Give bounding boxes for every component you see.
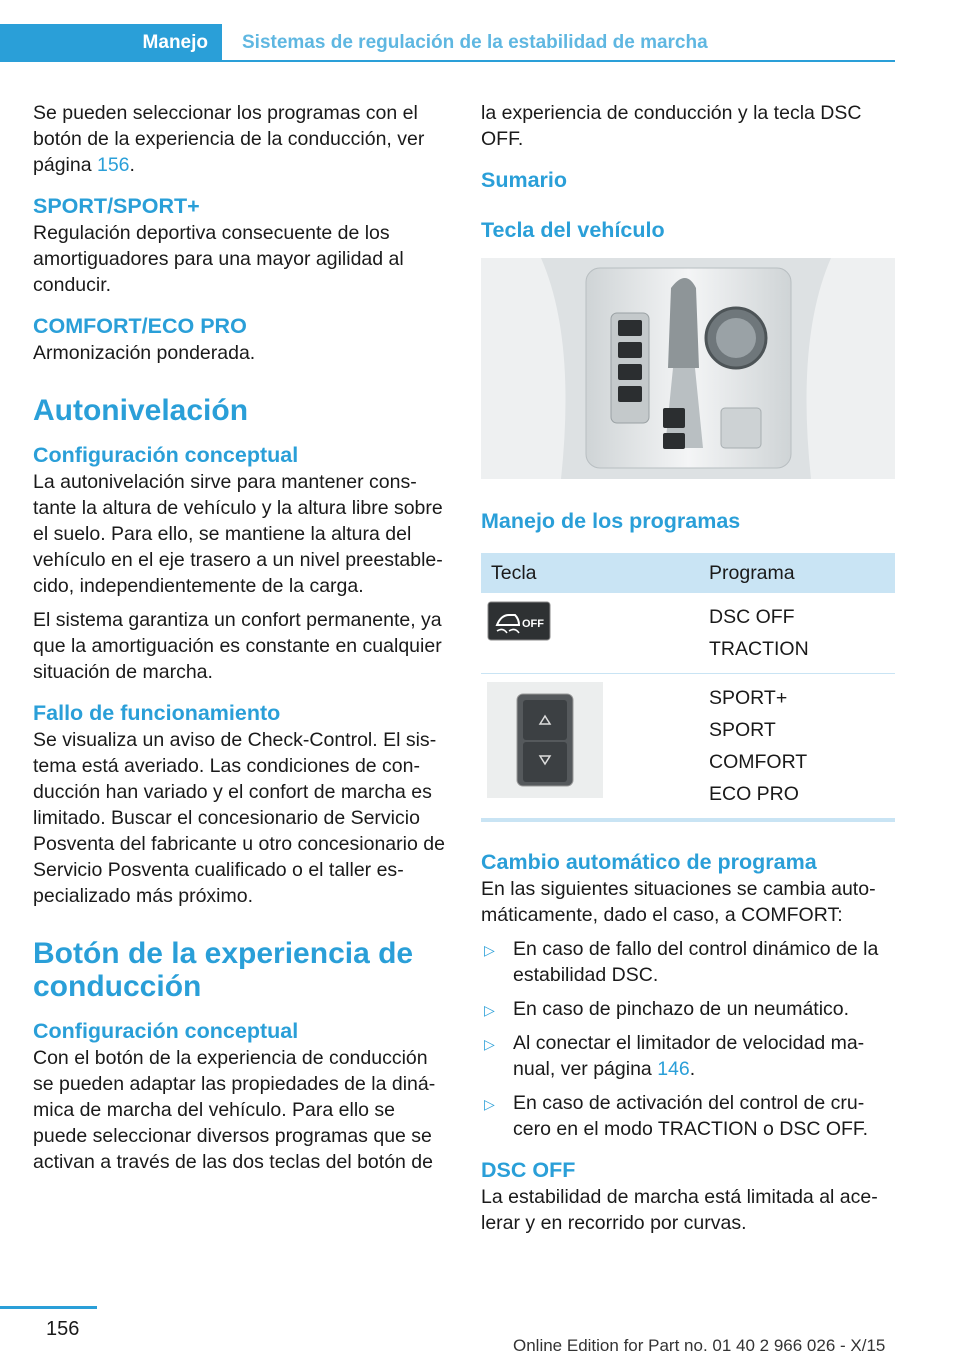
program-sport: SPORT (709, 719, 776, 741)
intro-paragraph: Se pueden seleccionar los programas con el botón de la experiencia de la conducción, ver página 156. (33, 102, 425, 176)
heading-cambio: Cambio automático de programa (481, 850, 817, 874)
heading-sumario: Sumario (481, 168, 568, 192)
heading-manejo: Manejo de los programas (481, 509, 741, 533)
paragraph-config-1b: El sistema garantiza un confort permanente, ya que la amortiguación es constante en cualquier situación de marcha. (33, 609, 442, 683)
program-traction: TRACTION (709, 638, 809, 660)
heading-config-2: Configuración conceptual (33, 1019, 299, 1043)
right-column (481, 100, 895, 1244)
table-header-programa: Programa (691, 553, 895, 593)
paragraph-config-1: La autonivelación sirve para mantener constante la altura de vehículo y la altura libre sobre el suelo. Para ello, se mantiene la altura del vehículo en el eje trasero a un nivel preestablecido, independientemente de la carga. (33, 471, 443, 597)
program-eco-pro: ECO PRO (709, 783, 799, 805)
section-title[interactable]: Sistemas de regulación de la estabilidad de marcha (242, 32, 708, 53)
program-sport-plus: SPORT+ (709, 687, 788, 709)
programs-cell-2 (691, 674, 895, 821)
list-item: ▷ En caso de pinchazo de un neumático. (481, 996, 895, 1022)
left-column (33, 100, 451, 1183)
page-link[interactable]: 156 (96, 154, 130, 176)
footer-rule (0, 1306, 97, 1309)
edition-note: Online Edition for Part no. 01 40 2 966 026 - X/15 (513, 1336, 886, 1355)
heading-autonivelacion: Autonivelación (33, 394, 249, 427)
drive-experience-rocker-icon (487, 682, 603, 798)
heading-boton: Botón de la experiencia de conducción (33, 937, 414, 1003)
console-illustration (481, 258, 895, 479)
paragraph-fallo: Se visualiza un aviso de Check-Control. El sistema está averiado. Las condiciones de conducción han variado y el confort de marcha es limitado. Buscar el concesionario de Servicio Posventa del fabricante u otro concesionario de Servicio Posventa cualificado o el taller especializado más próximo. (33, 729, 445, 907)
heading-dsc-off: DSC OFF (481, 1158, 576, 1182)
triangle-bullet-icon: ▷ (484, 1096, 495, 1112)
dsc-key-label: OFF (522, 618, 544, 630)
rocker-key-cell (481, 674, 691, 821)
list-item: ▷ En caso de fallo del control dinámico de la estabilidad DSC. (484, 938, 879, 986)
page-link[interactable]: 146 (657, 1058, 690, 1080)
programs-cell-1 (691, 593, 895, 674)
paragraph-sport: Regulación deportiva consecuente de los amortiguadores para una mayor agilidad al conducir. (33, 222, 404, 296)
triangle-bullet-icon: ▷ (484, 1002, 495, 1018)
paragraph-comfort: Armonización ponderada. (33, 342, 256, 364)
bullet-list (481, 936, 895, 1142)
paragraph-continued: la experiencia de conducción y la tecla DSC OFF. (481, 102, 862, 150)
chapter-tab[interactable]: Manejo (0, 24, 222, 62)
table-header-tecla: Tecla (481, 553, 691, 593)
heading-sport: SPORT/SPORT+ (33, 194, 200, 218)
dsc-key-cell (481, 593, 691, 674)
program-comfort: COMFORT (709, 751, 808, 773)
table-row (481, 593, 895, 674)
heading-fallo: Fallo de funcionamiento (33, 701, 281, 725)
paragraph-cambio: En las siguientes situaciones se cambia automáticamente, dado el caso, a COMFORT: (481, 878, 876, 926)
triangle-bullet-icon: ▷ (484, 942, 495, 958)
heading-comfort: COMFORT/ECO PRO (33, 314, 247, 338)
heading-tecla: Tecla del vehículo (481, 218, 665, 242)
program-dsc-off: DSC OFF (709, 606, 795, 628)
heading-config-1: Configuración conceptual (33, 443, 299, 467)
triangle-bullet-icon: ▷ (484, 1036, 495, 1052)
paragraph-config-2: Con el botón de la experiencia de conducción se pueden adaptar las propiedades de la dinámica de marcha del vehículo. Para ello se puede seleccionar diversos programas que se activan a través de las dos teclas del botón de (33, 1047, 436, 1173)
dsc-off-key-icon (487, 601, 551, 641)
table-row (481, 674, 895, 821)
list-item: ▷ Al conectar el limitador de velocidad manual, ver página 146. (484, 1032, 865, 1080)
table-header-row (481, 553, 895, 593)
paragraph-dsc-off: La estabilidad de marcha está limitada al acelerar y en recorrido por curvas. (481, 1186, 878, 1234)
center-console-photo (481, 258, 895, 479)
page-header (0, 24, 895, 62)
page-number: 156 (46, 1318, 80, 1340)
list-item: ▷ En caso de activación del control de crucero en el modo TRACTION o DSC OFF. (484, 1092, 869, 1140)
programs-table (481, 553, 895, 822)
